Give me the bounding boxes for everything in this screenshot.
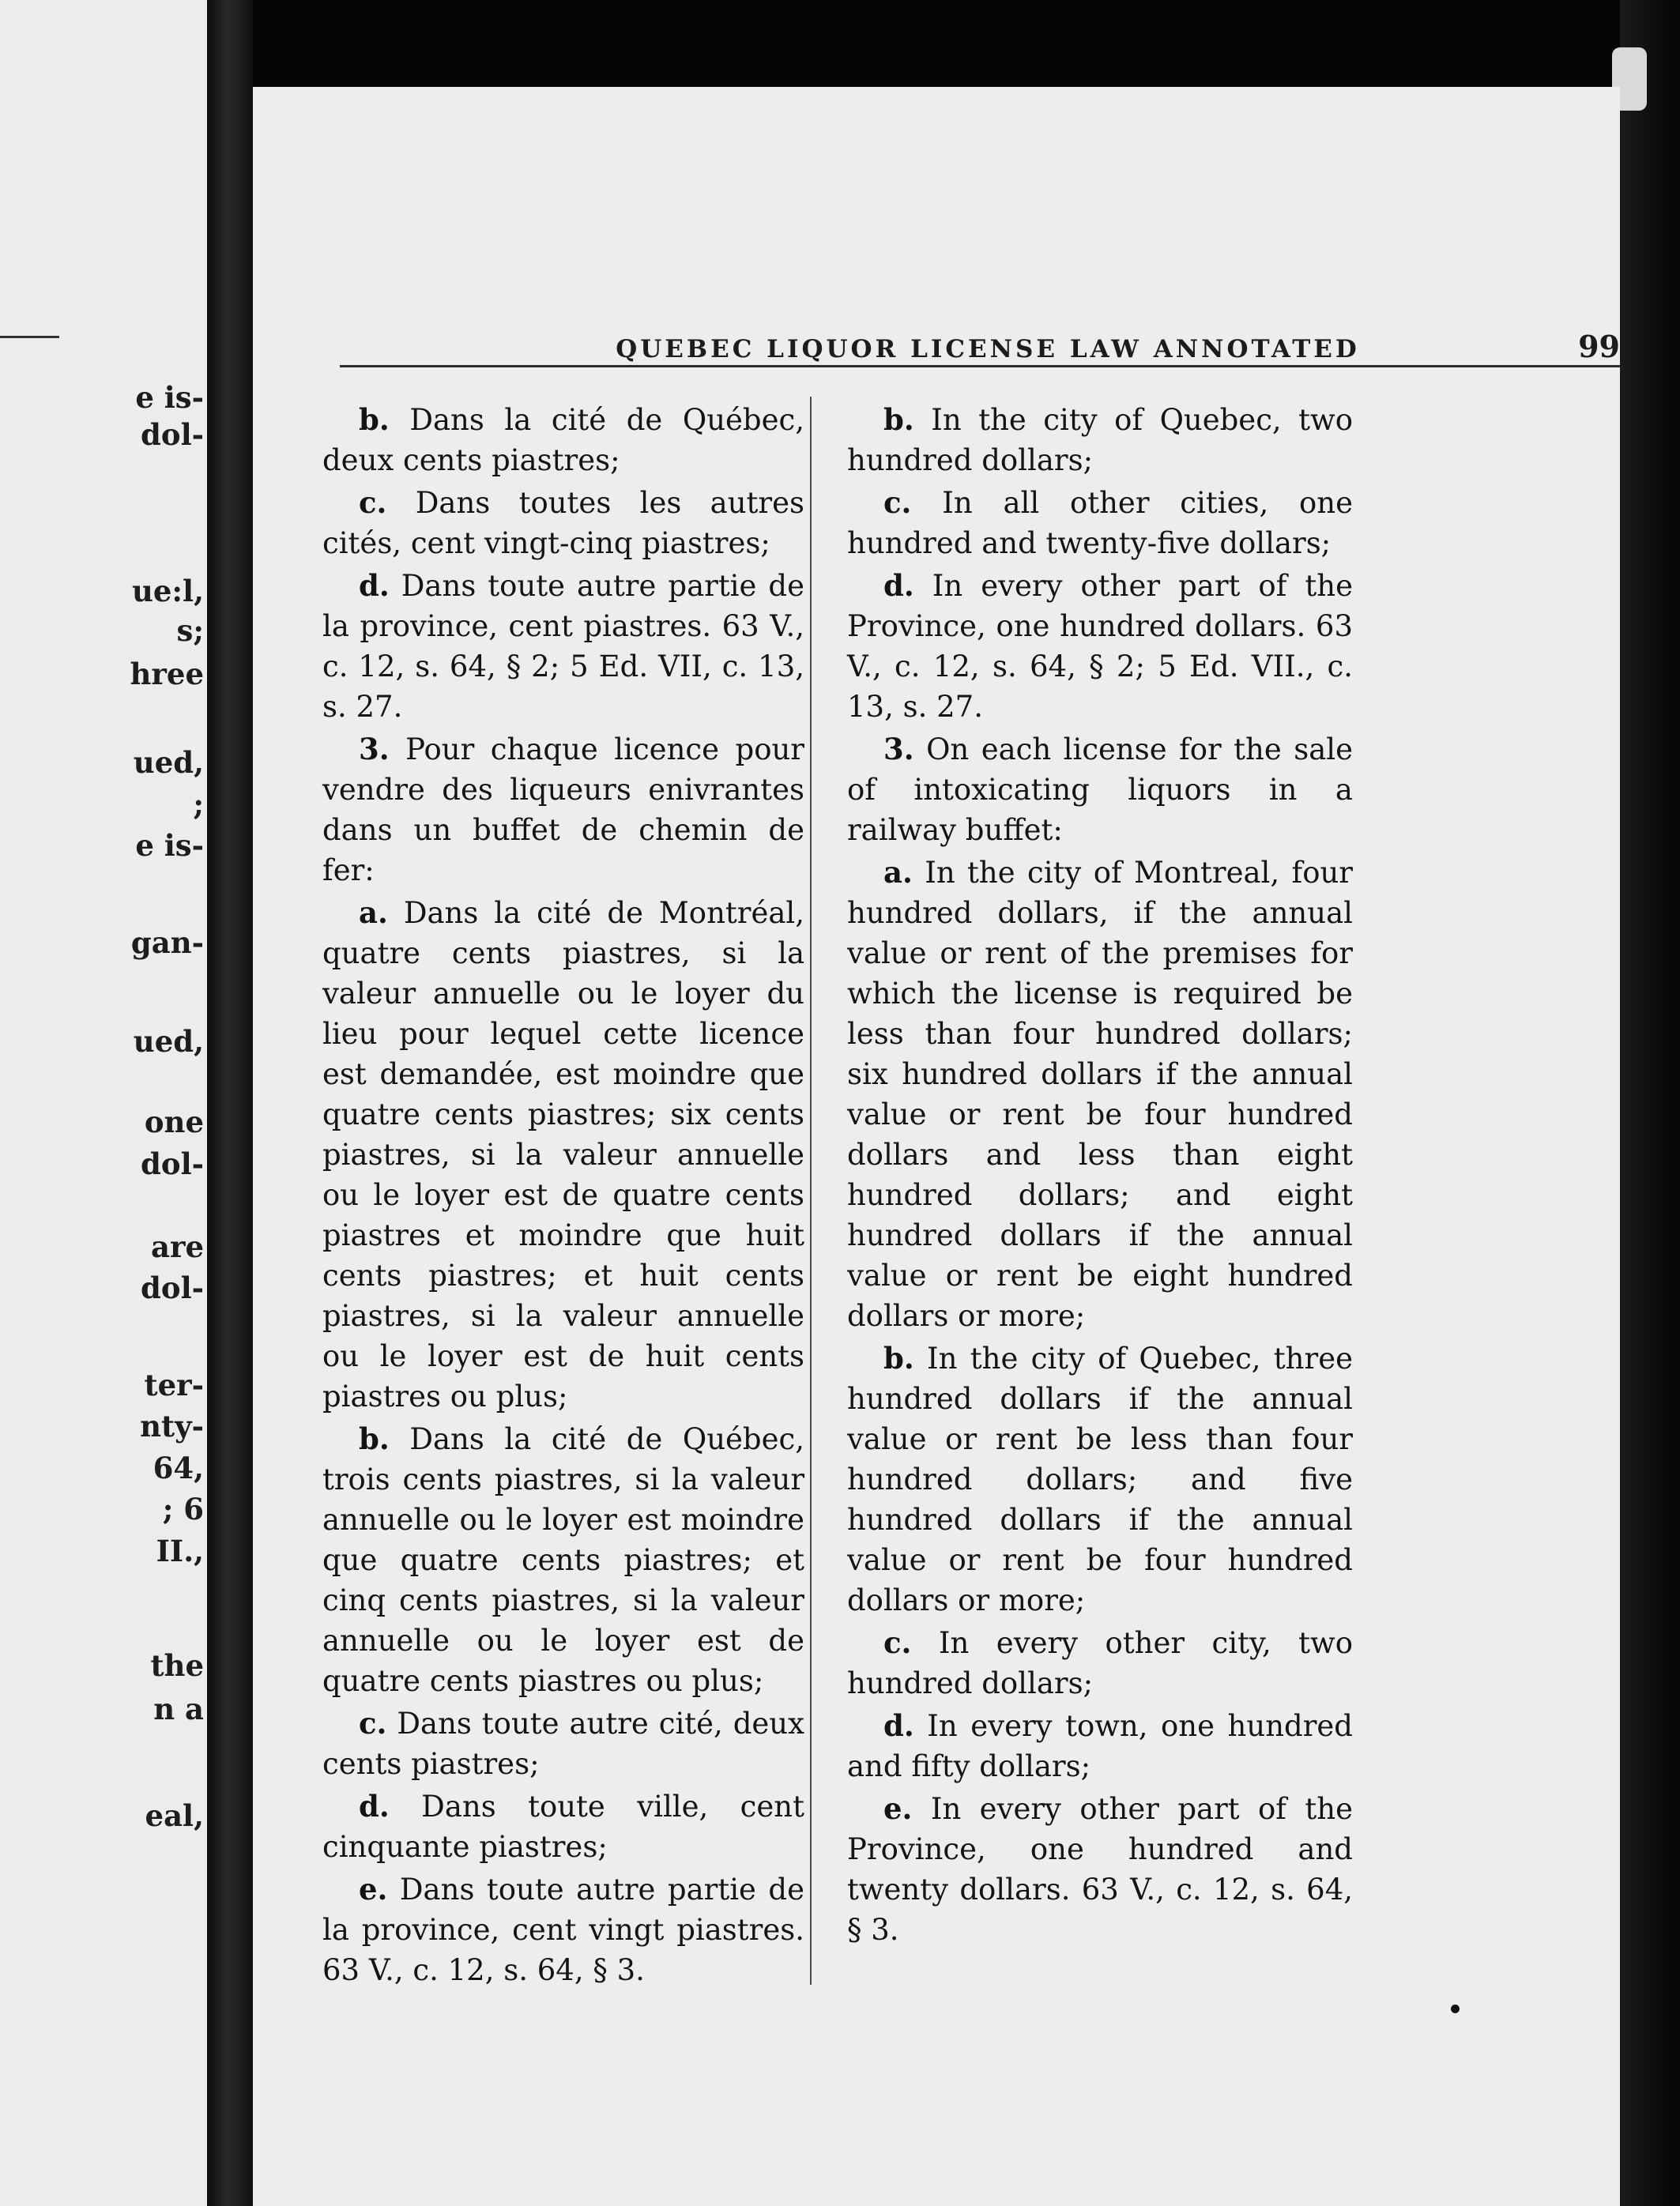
paragraph [322,483,804,563]
column-divider [810,397,812,1985]
paragraph-label: d. [359,568,390,603]
paragraph-label: b. [359,402,390,437]
facing-page-fragment: 64, [153,1451,204,1485]
paragraph [322,1419,804,1701]
paragraph [847,853,1353,1336]
paragraph-label: d. [359,1789,390,1824]
facing-page-fragment: the [150,1648,204,1683]
running-head: QUEBEC LIQUOR LICENSE LAW ANNOTATED [616,335,1360,363]
page-number: 99 [1578,329,1620,364]
book-page [253,87,1620,2206]
facing-page-fragment: dol- [141,1271,204,1305]
facing-page-fragment: s; [176,613,204,648]
facing-page-fragment: ; [193,787,204,822]
paragraph-label: b. [883,402,914,437]
paragraph-text: In the city of Quebec, three hundred dollars if the annual value or rent be less than four hundred dollars; and five hundred dollars if the annual value or rent be four hundred dollars or more; [847,1342,1353,1617]
paragraph-text: Dans toute autre partie de la province, cent vingt piastres. 63 V., c. 12, s. 64, § 3. [322,1873,804,1987]
paragraph-label: 3. [359,732,390,766]
paragraph-text: Dans toute ville, cent cinquante piastres; [322,1790,804,1864]
english-text-column [847,400,1353,1950]
facing-page-fragment: e is- [135,828,204,863]
paragraph-label: b. [883,1341,914,1376]
paragraph-label: c. [883,485,912,520]
paragraph-text: In all other cities, one hundred and twenty-five dollars; [847,486,1353,560]
paragraph [847,1338,1353,1621]
paragraph-label: c. [359,1706,387,1741]
header-rule [340,365,1620,367]
facing-page-edge [0,0,207,2206]
paragraph [847,729,1353,850]
paragraph [322,729,804,890]
paragraph [847,400,1353,480]
paragraph-text: In every other part of the Province, one hundred dollars. 63 V., c. 12, s. 64, § 2; 5 Ed. VII., c. 13, s. 27. [847,569,1353,724]
paragraph-text: In the city of Montreal, four hundred dollars, if the annual value or rent of the premises for which the license is required be less than four hundred dollars; six hundred dollars if the annual value or rent be four hundred dollars and less than eight hundred dollars; and eight hundred dollars if the annual value or rent be eight hundred dollars or more; [847,856,1353,1333]
facing-page-fragment: dol- [141,417,204,452]
paragraph-text: Pour chaque licence pour vendre des liqueurs enivrantes dans un buffet de chemin de fer: [322,732,804,887]
paragraph-text: Dans toute autre cité, deux cents piastres; [322,1707,804,1781]
facing-page-fragment: ued, [133,1024,204,1059]
paragraph-label: d. [883,568,914,603]
paragraph-text: Dans la cité de Montréal, quatre cents piastres, si la valeur annuelle ou le loyer du lieu pour lequel cette licence est demandée, est moindre que quatre cents piastres; six cents piastres, si la valeur annuelle ou le loyer est de quatre cents piastres et moindre que huit cents piastres; et huit cents piastres, si la valeur annuelle ou le loyer est de huit cents piastres ou plus; [322,896,805,1414]
paragraph-label: c. [883,1625,912,1660]
facing-page-fragment: eal, [145,1798,204,1833]
facing-page-fragment: nty- [140,1409,204,1444]
ink-dot [1451,2005,1460,2013]
paragraph-label: c. [359,485,387,520]
paragraph-label: d. [883,1708,914,1743]
paragraph [322,893,804,1417]
page-edge-shadow [1620,0,1680,2206]
facing-page-fragment: II., [156,1534,204,1568]
paragraph-label: a. [359,895,388,930]
paragraph-text: Dans toutes les autres cités, cent vingt-cinq piastres; [322,486,804,560]
french-text-column [322,400,804,1990]
facing-page-fragment: one [144,1105,204,1139]
facing-page-fragment: gan- [130,925,204,960]
paragraph-text: Dans toute autre partie de la province, cent piastres. 63 V., c. 12, s. 64, § 2; 5 Ed. VII, c. 13, s. 27. [322,569,804,724]
facing-page-rule [0,336,59,338]
facing-page-fragment: ue:l, [131,574,204,608]
paragraph-text: In every other city, two hundred dollars; [847,1626,1354,1700]
facing-page-fragment: e is- [135,380,204,415]
paragraph-label: e. [359,1872,388,1907]
paragraph [322,1869,804,1990]
facing-page-fragment: are [150,1229,204,1264]
paragraph [847,566,1353,727]
book-gutter [207,0,253,2206]
paragraph-label: e. [883,1791,913,1826]
paragraph [847,483,1353,563]
facing-page-fragment: n a [153,1692,204,1726]
facing-page-fragment: ued, [133,745,204,780]
paragraph [322,1786,804,1867]
facing-page-fragment: hree [130,657,204,691]
paragraph-text: Dans la cité de Québec, trois cents piastres, si la valeur annuelle ou le loyer est moindre que quatre cents piastres; et cinq cents piastres, si la valeur annuelle ou le loyer est de quatre cents piastres ou plus; [322,1422,804,1698]
paragraph-label: 3. [883,732,914,766]
paragraph-label: a. [883,855,913,890]
paragraph-text: Dans la cité de Québec, deux cents piastres; [322,403,804,477]
paragraph [847,1623,1353,1703]
facing-page-fragment: ter- [144,1368,204,1402]
paragraph-text: In every town, one hundred and fifty dollars; [847,1709,1353,1783]
paragraph [847,1789,1353,1950]
facing-page-fragment: ; 6 [162,1492,204,1527]
paragraph [847,1706,1353,1786]
facing-page-fragment: dol- [141,1146,204,1181]
paragraph-text: In the city of Quebec, two hundred dollars; [847,403,1353,477]
paragraph [322,1703,804,1784]
paragraph [322,566,804,727]
paragraph-text: In every other part of the Province, one hundred and twenty dollars. 63 V., c. 12, s. 64, § 3. [847,1792,1353,1947]
paragraph [322,400,804,480]
paragraph-label: b. [359,1421,390,1456]
paragraph-text: On each license for the sale of intoxicating liquors in a railway buffet: [847,732,1353,847]
